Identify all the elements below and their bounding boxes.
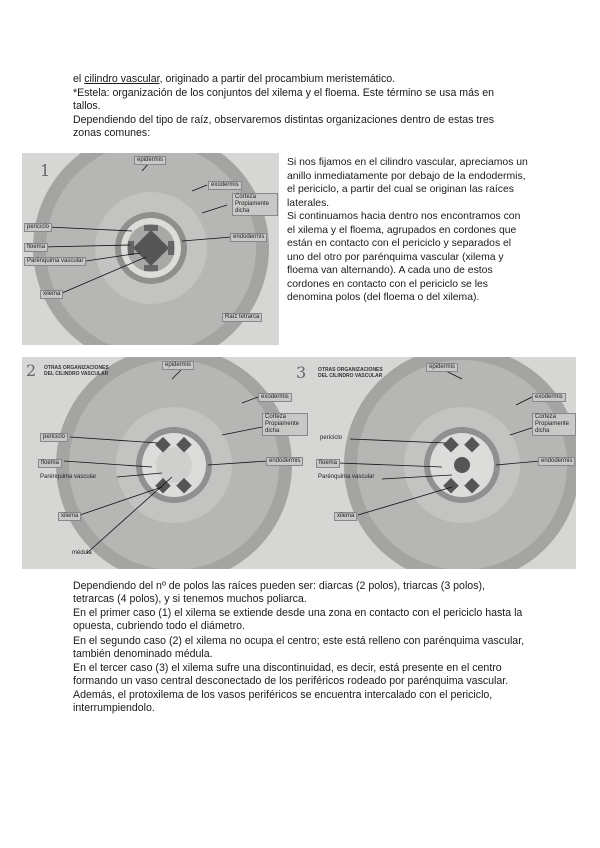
figure-3-header: OTRAS ORGANIZACIONES DEL CILINDRO VASCULAR — [318, 367, 383, 379]
fig2-label-xilema: xilema — [58, 512, 81, 521]
fig1-label-corteza: Corteza Propiamente dicha — [232, 193, 278, 216]
fig2-label-corteza: Corteza Propiamente dicha — [262, 413, 308, 436]
fig3-label-endodermis: endodermis — [538, 457, 575, 466]
fig1-label-endodermis: endodermis — [230, 233, 267, 242]
fig1-label-periciclo: periciclo — [24, 223, 52, 232]
figure-1-number: 1 — [40, 161, 51, 180]
fig3-label-periciclo: periciclo — [320, 435, 343, 441]
intro-line-1 — [73, 73, 533, 86]
intro-prefix: el — [73, 73, 85, 85]
cilindro-vascular-term: cilindro vascular — [84, 73, 160, 85]
fig3-label-floema: floema — [316, 459, 340, 468]
caso-2-paragraph: En el segundo caso (2) el xilema no ocupa el centro; este está relleno con parénquima vascular, también denominado médula. — [73, 635, 525, 661]
fig2-label-epidermis: epidermis — [162, 361, 194, 370]
fig2-label-periciclo: periciclo — [40, 433, 68, 442]
fig3-label-xilema: xilema — [334, 512, 357, 521]
figure-3-number: 3 — [296, 363, 307, 382]
fig2-label-medula: médula — [72, 550, 92, 556]
fig1-label-floema: floema — [24, 243, 48, 252]
figure-2-3-strip — [22, 357, 576, 569]
fig3-label-parenquima: Parénquima vascular — [318, 474, 375, 480]
fig3-label-corteza: Corteza Propiamente dicha — [532, 413, 576, 436]
estela-definition: *Estela: organización de los conjuntos del xilema y el floema. Este término se usa más en tallos. — [73, 87, 495, 113]
fig3-label-exodermis: exodermis — [532, 393, 566, 402]
fig3-label-epidermis: epidermis — [426, 363, 458, 372]
side-text-cilindro: Si nos fijamos en el cilindro vascular, apreciamos un anillo inmediatamente por debajo de la endodermis, el periciclo, a partir del cual se originan las raíces laterales. Si continuamos hacia dentro nos encontramos con el xilema y el floema, agrupados en cordones que están en contacto con el periciclo y separados el uno del otro por parénquima vascular (xilema y floema van alternando). A cada uno de estos cordones en contacto con el periciclo se les denomina polos (del floema o del xilema). — [287, 157, 528, 303]
figure-2-number: 2 — [26, 361, 37, 380]
fig1-label-raiz-tetrarca: Raíz tetrarca — [222, 313, 262, 322]
fig1-label-epidermis: epidermis — [134, 156, 166, 165]
intro-suffix: , originado a partir del procambium meristemático. — [159, 73, 396, 85]
figure-2-header: OTRAS ORGANIZACIONES DEL CILINDRO VASCULAR — [44, 365, 109, 377]
fig2-label-floema: floema — [38, 459, 62, 468]
fig2-label-endodermis: endodermis — [266, 457, 303, 466]
caso-1-paragraph: En el primer caso (1) el xilema se extiende desde una zona en contacto con el periciclo hasta la opuesta, cubriendo todo el diámetro. — [73, 607, 523, 633]
figure-1-tetrarca-root — [22, 153, 279, 345]
polos-paragraph: Dependiendo del nº de polos las raíces pueden ser: diarcas (2 polos), triarcas (3 polos), tetrarcas (4 polos), y si tenemos muchos poliarca. — [73, 580, 485, 606]
dependiendo-paragraph: Dependiendo del tipo de raíz, observaremos distintas organizaciones dentro de estas tres zonas comunes: — [73, 114, 495, 140]
fig1-label-xilema: xilema — [40, 290, 63, 299]
fig1-label-parenquima: Parénquima vascular — [24, 257, 86, 266]
fig2-label-exodermis: exodermis — [258, 393, 292, 402]
fig2-label-parenquima: Parénquima vascular — [40, 474, 97, 480]
caso-3-paragraph: En el tercer caso (3) el xilema sufre una discontinuidad, es decir, está presente en el centro formando un vaso central desconectado de los periféricos rodeado por parénquima vascular. Además, el protoxilema de los vasos periféricos se encuentra intercalado con el periciclo, interrumpiendolo. — [73, 662, 509, 715]
fig1-label-exodermis: exodermis — [208, 181, 242, 190]
